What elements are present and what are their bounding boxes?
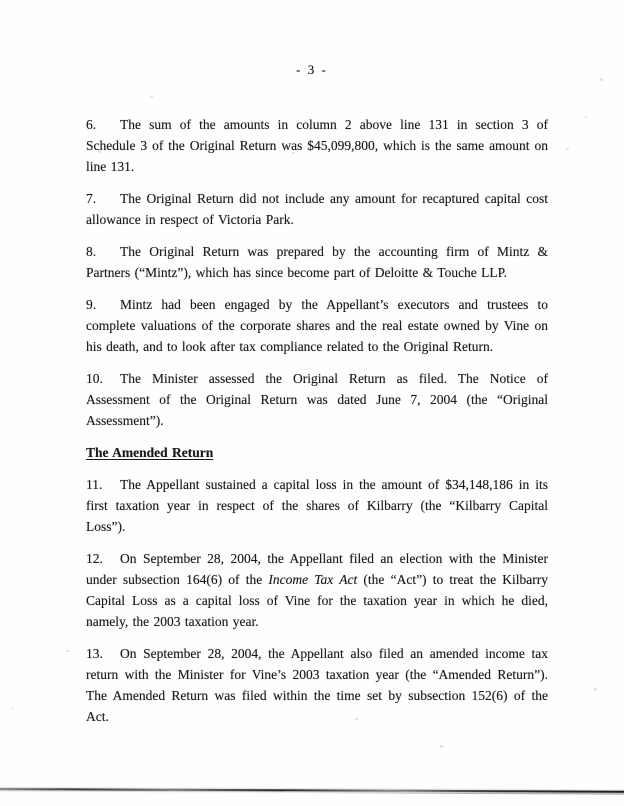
paragraph-9	[86, 294, 548, 357]
scan-speck	[292, 152, 295, 154]
paragraph-text: The sum of the amounts in column 2 above line 131 in section 3 of Schedule 3 of the Original Return was $45,099,800, which is the same amount on line 131.	[86, 117, 548, 174]
paragraph-number: 6.	[86, 117, 97, 132]
paragraph-text: Mintz had been engaged by the Appellant’s executors and trustees to complete valuations of the corporate shares and the real estate owned by Vine on his death, and to look after tax compliance related to the Original Return.	[86, 297, 548, 354]
section-heading-amended-return: The Amended Return	[86, 445, 214, 460]
paragraph-6	[86, 114, 548, 177]
scan-edge-fuzz	[300, 792, 624, 794]
paragraph-number: 8.	[86, 244, 97, 259]
paragraph-number: 11.	[86, 477, 103, 492]
paragraph-number: 12.	[86, 551, 103, 566]
scan-speck	[150, 96, 153, 98]
paragraph-8	[86, 241, 548, 283]
page-number-header: - 3 -	[296, 62, 328, 77]
paragraph-text-after-italic: (the “Act”) to treat the Kilbarry Capital Loss as a capital loss of Vine for the taxation year in which he died, namely, the 2003 taxation year.	[86, 572, 548, 629]
scan-speck	[600, 78, 603, 81]
scan-speck	[585, 116, 587, 118]
paragraph-7	[86, 188, 548, 230]
paragraph-number: 7.	[86, 191, 97, 206]
paragraph-text: The Original Return did not include any amount for recaptured capital cost allowance in respect of Victoria Park.	[86, 191, 548, 227]
statute-name-italic: Income Tax Act	[268, 572, 358, 587]
scan-speck	[566, 148, 569, 150]
paragraph-text: On September 28, 2004, the Appellant also filed an amended income tax return with the Minister for Vine’s 2003 taxation year (the “Amended Return”). The Amended Return was filed within the time set by subsection 152(6) of the Act.	[86, 646, 548, 724]
paragraph-text-before-italic: On September 28, 2004, the Appellant filed an election with the Minister under subsection 164(6) of the	[86, 551, 548, 587]
scan-speck	[594, 688, 597, 691]
paragraph-13	[86, 643, 548, 727]
scan-speck	[355, 718, 358, 720]
paragraph-text: The Appellant sustained a capital loss in the amount of $34,148,186 in its first taxation year in respect of the shares of Kilbarry (the “Kilbarry Capital Loss”).	[86, 477, 548, 534]
paragraph-text: The Original Return was prepared by the accounting firm of Mintz & Partners (“Mintz”), which has since become part of Deloitte & Touche LLP.	[86, 244, 548, 280]
paragraph-number: 9.	[86, 297, 97, 312]
scan-speck	[440, 745, 443, 748]
paragraph-11	[86, 474, 548, 537]
paragraph-text: The Minister assessed the Original Return as filed. The Notice of Assessment of the Original Return was dated June 7, 2004 (the “Original Assessment”).	[86, 371, 548, 428]
paragraph-number: 10.	[86, 371, 103, 386]
scan-speck	[66, 650, 69, 652]
scan-speck	[88, 622, 91, 625]
scan-speck	[98, 150, 101, 153]
paragraph-number: 13.	[86, 646, 103, 661]
paragraph-10	[86, 368, 548, 431]
scan-speck	[12, 708, 14, 710]
document-body	[86, 114, 548, 738]
paragraph-12	[86, 548, 548, 632]
